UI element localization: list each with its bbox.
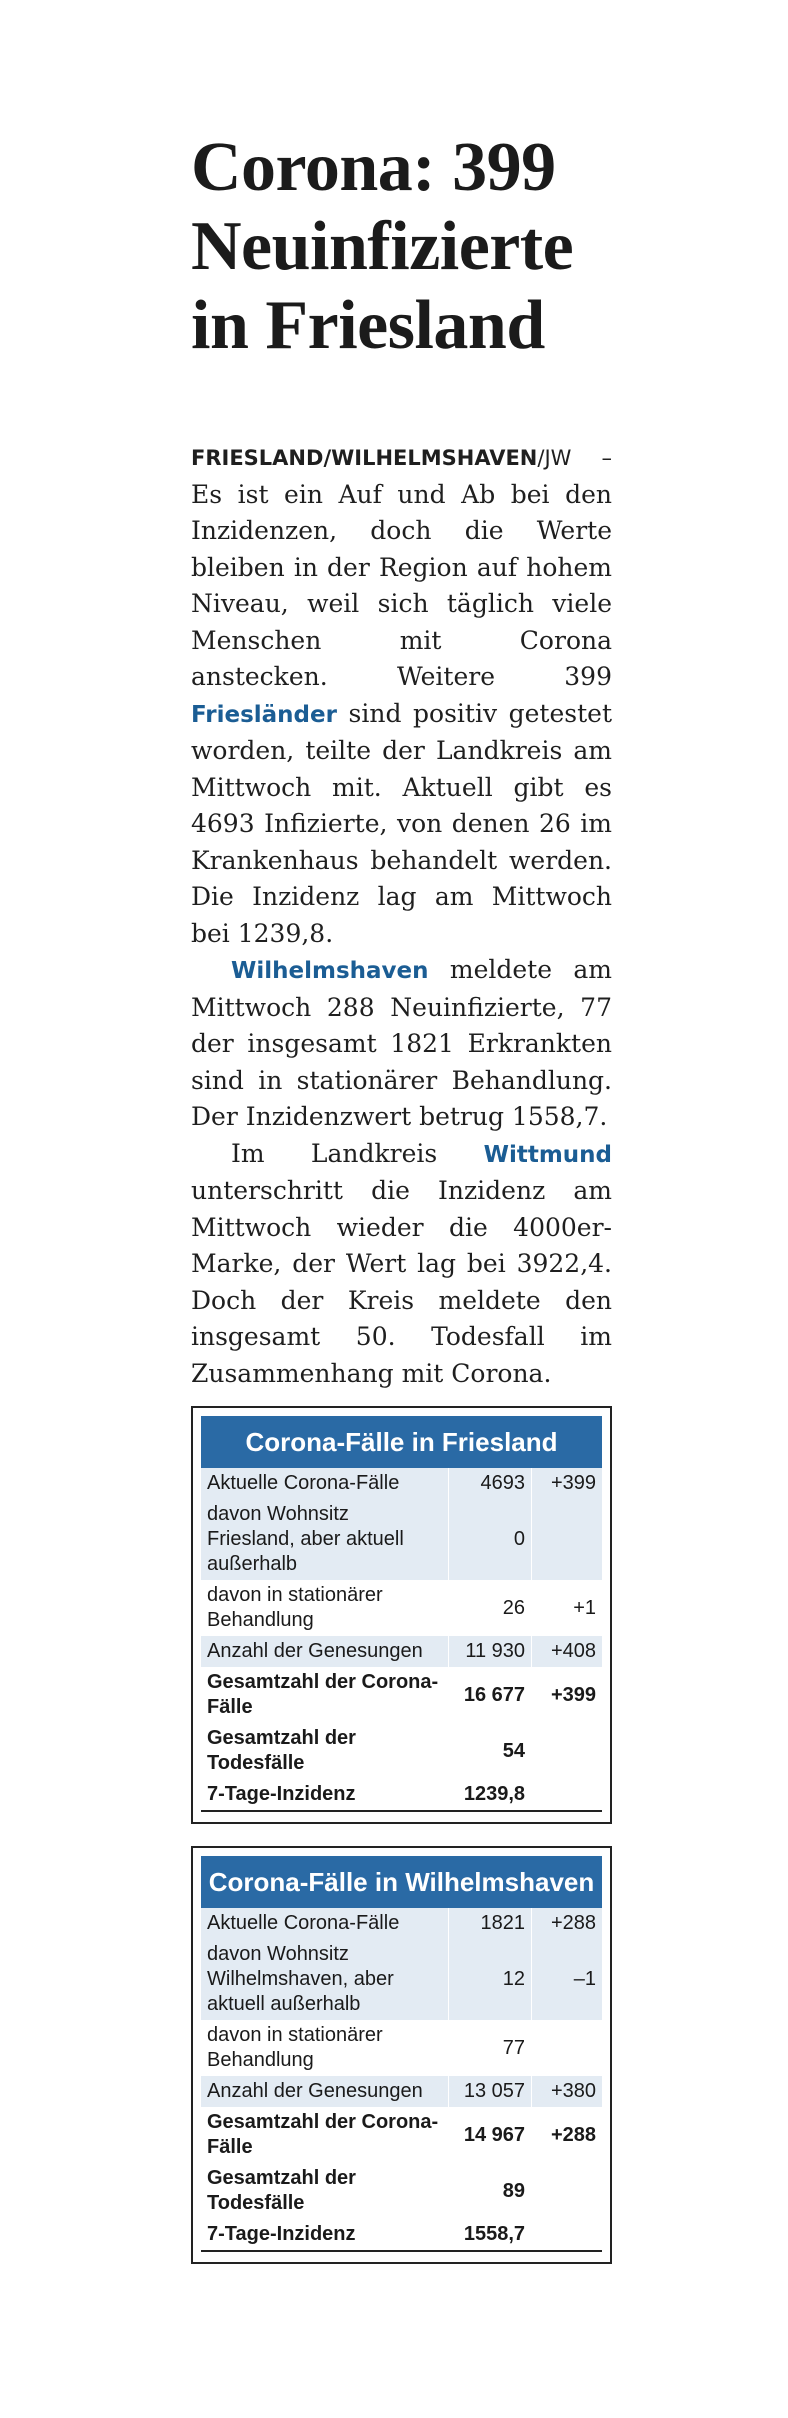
row-label: Gesamtzahl der Corona-Fälle bbox=[207, 1671, 439, 1718]
article-body bbox=[191, 439, 612, 1392]
row-value: 16 677 bbox=[449, 1667, 532, 1723]
paragraph-3-text-b: unterschritt die Inzidenz am Mittwoch wieder die 4000er-Marke, der Wert lag bei 3922,4. Doch der Kreis meldete den insgesamt 50. Todesfall im Zusammenhang mit Corona. bbox=[191, 1176, 612, 1388]
row-value: 14 967 bbox=[449, 2107, 532, 2163]
row-label: davon Wohnsitz Friesland, aber aktuell außerhalb bbox=[201, 1499, 449, 1580]
place-link-wittmund: Wittmund bbox=[483, 1141, 612, 1168]
table-row bbox=[201, 1580, 602, 1636]
row-change bbox=[532, 1779, 603, 1811]
paragraph-3-text-a: Im Landkreis bbox=[231, 1138, 484, 1168]
stats-table bbox=[201, 1908, 602, 2252]
paragraph-2-text: meldete am Mittwoch 288 Neuinfizierte, 77 der insgesamt 1821 Erkrankten sind in stationärer Behandlung. Der Inzidenzwert betrug 1558,7. bbox=[191, 955, 612, 1131]
table-row bbox=[201, 1636, 602, 1667]
headline-line-2: Neuinfizierte bbox=[191, 208, 574, 285]
row-label: Gesamtzahl der Todesfälle bbox=[207, 1727, 356, 1774]
headline-line-3: in Friesland bbox=[191, 287, 545, 364]
row-change: +399 bbox=[532, 1468, 603, 1499]
row-value: 12 bbox=[449, 1939, 532, 2020]
row-label: 7-Tage-Inzidenz bbox=[201, 2219, 449, 2251]
headline-line-1: Corona: 399 bbox=[191, 129, 556, 206]
paragraph-3 bbox=[191, 1136, 612, 1393]
table-row bbox=[201, 1939, 602, 2020]
row-change bbox=[532, 2163, 603, 2219]
row-label: Gesamtzahl der Corona-Fälle bbox=[207, 2111, 439, 2158]
row-value: 1821 bbox=[449, 1908, 532, 1939]
row-label: Aktuelle Corona-Fälle bbox=[201, 1468, 449, 1499]
table-row bbox=[201, 1779, 602, 1811]
row-change: +288 bbox=[532, 2107, 603, 2163]
stats-box-friesland bbox=[191, 1406, 612, 1824]
row-label: Anzahl der Genesungen bbox=[201, 1636, 449, 1667]
row-value: 1239,8 bbox=[449, 1779, 532, 1811]
paragraph-1 bbox=[191, 439, 612, 952]
row-change bbox=[532, 1499, 603, 1580]
table-row bbox=[201, 1908, 602, 1939]
stats-box-wilhelmshaven bbox=[191, 1846, 612, 2264]
row-change: +1 bbox=[532, 1580, 603, 1636]
row-value: 0 bbox=[449, 1499, 532, 1580]
row-label: 7-Tage-Inzidenz bbox=[201, 1779, 449, 1811]
row-change bbox=[532, 2020, 603, 2076]
row-value: 26 bbox=[449, 1580, 532, 1636]
row-label: davon in stationärer Behandlung bbox=[207, 2024, 383, 2071]
table-row bbox=[201, 1468, 602, 1499]
table-row bbox=[201, 1499, 602, 1580]
table-row bbox=[201, 2107, 602, 2163]
paragraph-1-text-b: sind positiv getestet worden, teilte der Landkreis am Mittwoch mit. Aktuell gibt es 4693 Infizierte, von denen 26 im Krankenhaus behandelt werden. Die Inzidenz lag am Mittwoch bei 1239,8. bbox=[191, 698, 612, 948]
agency-tag: /JW – bbox=[537, 446, 612, 470]
row-label: davon Wohnsitz Wilhelmshaven, aber aktuell außerhalb bbox=[201, 1939, 449, 2020]
row-value: 54 bbox=[449, 1723, 532, 1779]
row-change: –1 bbox=[532, 1939, 603, 2020]
paragraph-1-text-a: Es ist ein Auf und Ab bei den Inzidenzen, doch die Werte bleiben in der Region auf hohem Niveau, weil sich täglich viele Menschen mit Corona anstecken. Weitere 399 bbox=[191, 479, 612, 691]
row-label: Gesamtzahl der Todesfälle bbox=[207, 2167, 356, 2214]
row-value: 89 bbox=[449, 2163, 532, 2219]
table-row bbox=[201, 1667, 602, 1723]
table-row bbox=[201, 2219, 602, 2251]
row-change: +408 bbox=[532, 1636, 603, 1667]
place-link-friesland: Friesländer bbox=[191, 701, 337, 728]
table-row bbox=[201, 2163, 602, 2219]
row-value: 77 bbox=[449, 2020, 532, 2076]
row-change bbox=[532, 1723, 603, 1779]
paragraph-2 bbox=[191, 952, 612, 1136]
table-row bbox=[201, 1723, 602, 1779]
row-change: +288 bbox=[532, 1908, 603, 1939]
table-row bbox=[201, 2020, 602, 2076]
stats-box-title: Corona-Fälle in Wilhelmshaven bbox=[201, 1856, 602, 1908]
row-value: 11 930 bbox=[449, 1636, 532, 1667]
row-value: 13 057 bbox=[449, 2076, 532, 2107]
row-value: 1558,7 bbox=[449, 2219, 532, 2251]
row-value: 4693 bbox=[449, 1468, 532, 1499]
stats-table bbox=[201, 1468, 602, 1812]
dateline: FRIESLAND/WILHELMSHAVEN bbox=[191, 446, 538, 470]
row-label: davon in stationärer Behandlung bbox=[207, 1584, 383, 1631]
stats-box-title: Corona-Fälle in Friesland bbox=[201, 1416, 602, 1468]
row-label: Anzahl der Genesungen bbox=[201, 2076, 449, 2107]
row-label: Aktuelle Corona-Fälle bbox=[201, 1908, 449, 1939]
table-row bbox=[201, 2076, 602, 2107]
row-change bbox=[532, 2219, 603, 2251]
place-link-wilhelmshaven: Wilhelmshaven bbox=[231, 958, 429, 984]
headline bbox=[191, 128, 612, 365]
row-change: +399 bbox=[532, 1667, 603, 1723]
row-change: +380 bbox=[532, 2076, 603, 2107]
